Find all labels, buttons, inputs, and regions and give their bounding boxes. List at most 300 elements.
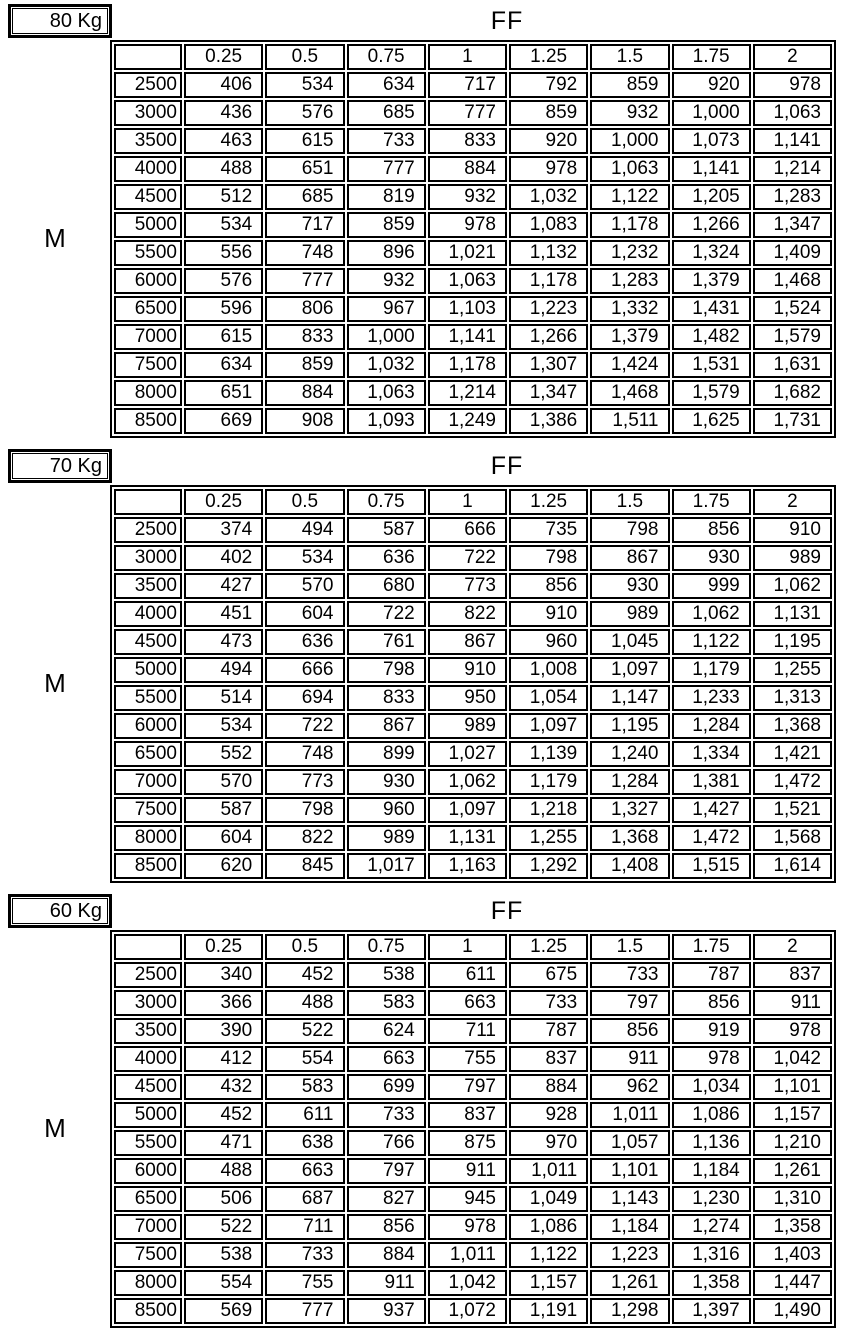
value-cell: 1,368 [590, 825, 669, 851]
m-row-header: 7500 [114, 797, 182, 823]
value-cell: 522 [184, 1214, 263, 1240]
value-cell: 1,386 [509, 408, 588, 434]
value-cell: 1,255 [509, 825, 588, 851]
table-row [114, 1242, 832, 1268]
value-cell: 1,424 [590, 352, 669, 378]
value-cell: 685 [347, 100, 426, 126]
value-cell: 920 [509, 128, 588, 154]
value-cell: 1,579 [753, 324, 832, 350]
table-row [114, 212, 832, 238]
value-cell: 1,122 [509, 1242, 588, 1268]
value-cell: 717 [265, 212, 344, 238]
value-cell: 884 [509, 1074, 588, 1100]
value-cell: 1,368 [753, 713, 832, 739]
value-cell: 1,468 [753, 268, 832, 294]
m-row-header: 6500 [114, 296, 182, 322]
value-cell: 833 [265, 324, 344, 350]
value-cell: 534 [265, 72, 344, 98]
ff-column-header: 0.25 [184, 489, 263, 515]
value-cell: 1,408 [590, 853, 669, 879]
value-cell: 797 [347, 1158, 426, 1184]
table-row [114, 1298, 832, 1324]
value-cell: 1,184 [672, 1158, 751, 1184]
table-body [114, 489, 832, 879]
value-cell: 722 [428, 545, 507, 571]
value-cell: 427 [184, 573, 263, 599]
value-cell: 945 [428, 1186, 507, 1212]
value-cell: 556 [184, 240, 263, 266]
table-row [114, 268, 832, 294]
value-cell: 1,274 [672, 1214, 751, 1240]
value-cell: 615 [184, 324, 263, 350]
value-cell: 1,032 [347, 352, 426, 378]
table-row [114, 128, 832, 154]
value-cell: 856 [590, 1018, 669, 1044]
ff-column-header: 1.5 [590, 934, 669, 960]
value-cell: 1,521 [753, 797, 832, 823]
table-row [114, 72, 832, 98]
left-gutter [0, 4, 110, 438]
ff-column-header: 2 [753, 934, 832, 960]
m-row-header: 7500 [114, 1242, 182, 1268]
value-cell: 1,358 [672, 1270, 751, 1296]
value-cell: 911 [428, 1158, 507, 1184]
value-cell: 1,011 [590, 1102, 669, 1128]
value-cell: 552 [184, 741, 263, 767]
value-cell: 1,230 [672, 1186, 751, 1212]
value-cell: 777 [265, 1298, 344, 1324]
m-row-header: 5000 [114, 212, 182, 238]
value-cell: 1,049 [509, 1186, 588, 1212]
value-cell: 1,072 [428, 1298, 507, 1324]
value-cell: 755 [428, 1046, 507, 1072]
value-cell: 1,178 [509, 268, 588, 294]
value-cell: 717 [428, 72, 507, 98]
m-row-header: 7000 [114, 769, 182, 795]
value-cell: 896 [347, 240, 426, 266]
ff-column-header: 1.75 [672, 489, 751, 515]
value-cell: 1,131 [753, 601, 832, 627]
value-cell: 1,101 [590, 1158, 669, 1184]
value-cell: 859 [590, 72, 669, 98]
value-cell: 884 [265, 380, 344, 406]
table-row [114, 545, 832, 571]
m-row-header: 8500 [114, 1298, 182, 1324]
value-cell: 1,034 [672, 1074, 751, 1100]
value-cell: 406 [184, 72, 263, 98]
value-cell: 1,347 [509, 380, 588, 406]
m-row-header: 8000 [114, 1270, 182, 1296]
value-cell: 587 [184, 797, 263, 823]
value-cell: 856 [672, 517, 751, 543]
value-cell: 1,062 [753, 573, 832, 599]
value-cell: 570 [265, 573, 344, 599]
value-cell: 1,032 [509, 184, 588, 210]
left-gutter [0, 894, 110, 1328]
value-cell: 733 [347, 1102, 426, 1128]
value-cell: 856 [672, 990, 751, 1016]
value-cell: 999 [672, 573, 751, 599]
value-cell: 1,397 [672, 1298, 751, 1324]
value-cell: 1,284 [672, 713, 751, 739]
value-cell: 1,568 [753, 825, 832, 851]
value-cell: 989 [753, 545, 832, 571]
m-row-header: 3000 [114, 100, 182, 126]
value-cell: 1,381 [672, 769, 751, 795]
value-cell: 1,210 [753, 1130, 832, 1156]
value-cell: 1,000 [347, 324, 426, 350]
value-cell: 867 [428, 629, 507, 655]
value-cell: 837 [428, 1102, 507, 1128]
table-row [114, 1074, 832, 1100]
value-cell: 1,011 [428, 1242, 507, 1268]
ff-column-header: 0.5 [265, 44, 344, 70]
value-cell: 1,447 [753, 1270, 832, 1296]
m-axis-label: M [44, 222, 66, 253]
value-cell: 636 [265, 629, 344, 655]
table-area [110, 894, 836, 1328]
value-cell: 733 [590, 962, 669, 988]
value-cell: 1,143 [590, 1186, 669, 1212]
table-area [110, 4, 836, 438]
ff-column-header: 1.25 [509, 489, 588, 515]
m-row-header: 6000 [114, 268, 182, 294]
value-cell: 722 [347, 601, 426, 627]
value-cell: 1,063 [347, 380, 426, 406]
value-cell: 837 [509, 1046, 588, 1072]
value-cell: 833 [428, 128, 507, 154]
value-cell: 463 [184, 128, 263, 154]
value-cell: 884 [428, 156, 507, 182]
value-cell: 604 [184, 825, 263, 851]
value-cell: 624 [347, 1018, 426, 1044]
ff-column-header: 1.5 [590, 489, 669, 515]
table-row [114, 324, 832, 350]
value-cell: 1,327 [590, 797, 669, 823]
value-cell: 534 [184, 713, 263, 739]
table-row [114, 156, 832, 182]
value-cell: 1,139 [509, 741, 588, 767]
value-cell: 733 [265, 1242, 344, 1268]
weight-table-block [0, 449, 868, 883]
m-row-header: 5500 [114, 685, 182, 711]
value-cell: 638 [265, 1130, 344, 1156]
table-row [114, 1158, 832, 1184]
value-cell: 1,292 [509, 853, 588, 879]
value-cell: 1,141 [753, 128, 832, 154]
value-cell: 1,178 [590, 212, 669, 238]
m-row-header: 8500 [114, 408, 182, 434]
value-cell: 1,324 [672, 240, 751, 266]
value-cell: 1,472 [672, 825, 751, 851]
value-cell: 1,531 [672, 352, 751, 378]
table-body [114, 44, 832, 434]
ff-column-header: 2 [753, 44, 832, 70]
value-cell: 534 [184, 212, 263, 238]
value-cell: 1,347 [753, 212, 832, 238]
m-row-header: 5000 [114, 657, 182, 683]
value-cell: 340 [184, 962, 263, 988]
value-cell: 1,008 [509, 657, 588, 683]
value-cell: 899 [347, 741, 426, 767]
table-area [110, 449, 836, 883]
value-cell: 534 [265, 545, 344, 571]
value-cell: 1,157 [509, 1270, 588, 1296]
value-cell: 1,132 [509, 240, 588, 266]
value-cell: 822 [265, 825, 344, 851]
value-cell: 859 [347, 212, 426, 238]
value-cell: 911 [590, 1046, 669, 1072]
value-cell: 932 [428, 184, 507, 210]
value-cell: 970 [509, 1130, 588, 1156]
value-cell: 1,223 [590, 1242, 669, 1268]
value-cell: 908 [265, 408, 344, 434]
value-cell: 920 [672, 72, 751, 98]
value-cell: 932 [347, 268, 426, 294]
ff-column-header: 1.25 [509, 44, 588, 70]
value-cell: 1,511 [590, 408, 669, 434]
ff-axis-label: FF [490, 7, 524, 35]
value-cell: 837 [753, 962, 832, 988]
value-cell: 1,086 [672, 1102, 751, 1128]
value-cell: 1,614 [753, 853, 832, 879]
value-cell: 1,421 [753, 741, 832, 767]
table-row [114, 685, 832, 711]
m-row-header: 7500 [114, 352, 182, 378]
value-cell: 1,403 [753, 1242, 832, 1268]
value-cell: 856 [509, 573, 588, 599]
value-cell: 798 [509, 545, 588, 571]
value-cell: 960 [509, 629, 588, 655]
table-row [114, 380, 832, 406]
value-cell: 685 [265, 184, 344, 210]
value-cell: 1,191 [509, 1298, 588, 1324]
value-cell: 402 [184, 545, 263, 571]
value-cell: 1,261 [590, 1270, 669, 1296]
value-cell: 471 [184, 1130, 263, 1156]
value-cell: 666 [428, 517, 507, 543]
value-cell: 1,266 [509, 324, 588, 350]
value-cell: 1,178 [428, 352, 507, 378]
table-row [114, 990, 832, 1016]
value-cell: 1,298 [590, 1298, 669, 1324]
value-cell: 761 [347, 629, 426, 655]
value-cell: 514 [184, 685, 263, 711]
value-cell: 390 [184, 1018, 263, 1044]
value-cell: 798 [590, 517, 669, 543]
value-cell: 488 [184, 1158, 263, 1184]
value-cell: 1,021 [428, 240, 507, 266]
value-cell: 875 [428, 1130, 507, 1156]
value-cell: 1,086 [509, 1214, 588, 1240]
ff-column-header: 1 [428, 44, 507, 70]
weight-table-block [0, 894, 868, 1328]
value-cell: 1,141 [428, 324, 507, 350]
table-row [114, 962, 832, 988]
value-cell: 777 [347, 156, 426, 182]
value-cell: 666 [265, 657, 344, 683]
header-row [114, 489, 832, 515]
m-row-header: 2500 [114, 72, 182, 98]
value-cell: 777 [265, 268, 344, 294]
value-cell: 1,249 [428, 408, 507, 434]
value-cell: 1,316 [672, 1242, 751, 1268]
value-cell: 1,179 [509, 769, 588, 795]
ff-column-header: 0.25 [184, 934, 263, 960]
value-cell: 735 [509, 517, 588, 543]
value-cell: 962 [590, 1074, 669, 1100]
value-cell: 960 [347, 797, 426, 823]
ff-m-data-table [110, 485, 836, 883]
m-row-header: 3000 [114, 990, 182, 1016]
ff-column-header: 1.75 [672, 44, 751, 70]
table-row [114, 296, 832, 322]
weight-table-block [0, 4, 868, 438]
m-row-header: 2500 [114, 962, 182, 988]
value-cell: 1,097 [428, 797, 507, 823]
value-cell: 978 [672, 1046, 751, 1072]
value-cell: 687 [265, 1186, 344, 1212]
value-cell: 1,223 [509, 296, 588, 322]
table-row [114, 769, 832, 795]
ff-column-header: 1.75 [672, 934, 751, 960]
value-cell: 680 [347, 573, 426, 599]
weight-label-box [8, 894, 112, 928]
ff-column-header: 1 [428, 934, 507, 960]
value-cell: 651 [265, 156, 344, 182]
value-cell: 777 [428, 100, 507, 126]
value-cell: 798 [265, 797, 344, 823]
table-row [114, 240, 832, 266]
m-row-header: 5000 [114, 1102, 182, 1128]
value-cell: 1,027 [428, 741, 507, 767]
weight-label-box [8, 4, 112, 38]
value-cell: 930 [672, 545, 751, 571]
value-cell: 711 [265, 1214, 344, 1240]
value-cell: 663 [265, 1158, 344, 1184]
value-cell: 436 [184, 100, 263, 126]
value-cell: 867 [590, 545, 669, 571]
table-row [114, 1186, 832, 1212]
value-cell: 919 [672, 1018, 751, 1044]
value-cell: 1,266 [672, 212, 751, 238]
value-cell: 1,017 [347, 853, 426, 879]
value-cell: 1,045 [590, 629, 669, 655]
value-cell: 733 [509, 990, 588, 1016]
value-cell: 1,042 [753, 1046, 832, 1072]
value-cell: 797 [590, 990, 669, 1016]
value-cell: 787 [672, 962, 751, 988]
value-cell: 583 [265, 1074, 344, 1100]
value-cell: 1,515 [672, 853, 751, 879]
value-cell: 867 [347, 713, 426, 739]
value-cell: 978 [753, 1018, 832, 1044]
value-cell: 733 [347, 128, 426, 154]
value-cell: 910 [428, 657, 507, 683]
value-cell: 856 [347, 1214, 426, 1240]
value-cell: 755 [265, 1270, 344, 1296]
table-row [114, 1214, 832, 1240]
value-cell: 989 [347, 825, 426, 851]
value-cell: 1,057 [590, 1130, 669, 1156]
value-cell: 748 [265, 741, 344, 767]
value-cell: 596 [184, 296, 263, 322]
value-cell: 978 [428, 1214, 507, 1240]
value-cell: 1,334 [672, 741, 751, 767]
value-cell: 1,062 [428, 769, 507, 795]
value-cell: 822 [428, 601, 507, 627]
ff-column-header: 1.25 [509, 934, 588, 960]
value-cell: 1,000 [672, 100, 751, 126]
value-cell: 798 [347, 657, 426, 683]
value-cell: 859 [265, 352, 344, 378]
ff-column-header: 0.75 [347, 44, 426, 70]
value-cell: 473 [184, 629, 263, 655]
value-cell: 937 [347, 1298, 426, 1324]
value-cell: 615 [265, 128, 344, 154]
table-row [114, 352, 832, 378]
value-cell: 636 [347, 545, 426, 571]
value-cell: 722 [265, 713, 344, 739]
value-cell: 773 [265, 769, 344, 795]
m-row-header: 3500 [114, 573, 182, 599]
value-cell: 978 [509, 156, 588, 182]
m-row-header: 6500 [114, 741, 182, 767]
value-cell: 494 [184, 657, 263, 683]
value-cell: 669 [184, 408, 263, 434]
value-cell: 587 [347, 517, 426, 543]
value-cell: 494 [265, 517, 344, 543]
value-cell: 978 [428, 212, 507, 238]
value-cell: 910 [509, 601, 588, 627]
m-row-header: 7000 [114, 1214, 182, 1240]
table-row [114, 1130, 832, 1156]
header-row [114, 44, 832, 70]
table-row [114, 797, 832, 823]
value-cell: 910 [753, 517, 832, 543]
value-cell: 1,490 [753, 1298, 832, 1324]
table-row [114, 853, 832, 879]
value-cell: 432 [184, 1074, 263, 1100]
value-cell: 1,283 [753, 184, 832, 210]
table-row [114, 184, 832, 210]
table-row [114, 629, 832, 655]
value-cell: 1,332 [590, 296, 669, 322]
ff-m-data-table [110, 930, 836, 1328]
table-row [114, 1270, 832, 1296]
value-cell: 967 [347, 296, 426, 322]
weight-label: 70 Kg [12, 453, 108, 479]
value-cell: 554 [265, 1046, 344, 1072]
value-cell: 1,379 [590, 324, 669, 350]
value-cell: 787 [509, 1018, 588, 1044]
value-cell: 1,232 [590, 240, 669, 266]
table-row [114, 408, 832, 434]
value-cell: 694 [265, 685, 344, 711]
value-cell: 884 [347, 1242, 426, 1268]
m-row-header: 5500 [114, 240, 182, 266]
value-cell: 1,054 [509, 685, 588, 711]
value-cell: 1,682 [753, 380, 832, 406]
ff-column-header: 0.75 [347, 934, 426, 960]
value-cell: 1,427 [672, 797, 751, 823]
value-cell: 989 [590, 601, 669, 627]
value-cell: 773 [428, 573, 507, 599]
value-cell: 1,524 [753, 296, 832, 322]
value-cell: 932 [590, 100, 669, 126]
table-row [114, 657, 832, 683]
value-cell: 1,195 [590, 713, 669, 739]
